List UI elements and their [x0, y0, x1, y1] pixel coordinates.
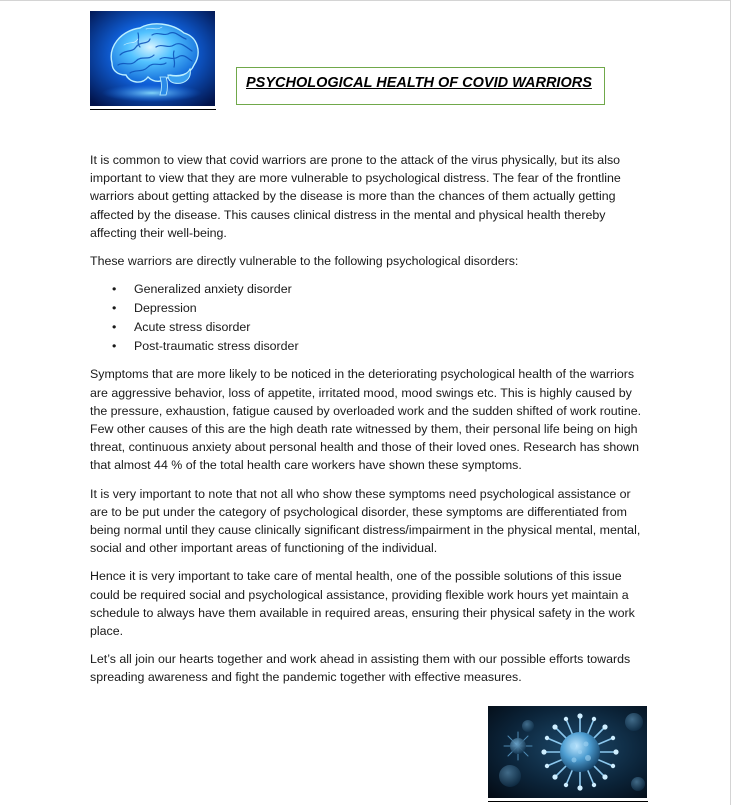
paragraph-closing: Let’s all join our hearts together and work ahead in assisting them with our possible efforts towards spreading awareness and fight the pandemic together with effective measures. [90, 652, 631, 685]
list-item [90, 318, 650, 337]
list-item [90, 299, 650, 318]
paragraph-note: It is very important to note that not all who show these symptoms need psychological assistance or are to be put under the category of psychological disorder, these symptoms are differentiated from being normal until they cause clinically significant distress/impairment in the physical mental, mental, social and other important areas of functioning of the individual. [90, 486, 641, 556]
paragraph-intro: It is common to view that covid warriors are prone to the attack of the virus physically, but its also important to view that they are more vulnerable to psychological distress. The fear of the frontline warriors about getting attacked by the disease is more than the chances of them actually getting affected by the disease. This causes clinical distress in the mental and physical health thereby affecting their well-being. [90, 153, 621, 240]
brain-image [90, 11, 215, 106]
bullet-icon: • [112, 282, 117, 297]
paragraph-solutions: Hence it is very important to take care of mental health, one of the possible solutions of this issue could be required social and psychological assistance, providing flexible work hours yet maintain a schedule to always have them available in required areas, ensuring their physical safety in the work place. [90, 569, 635, 639]
bullet-icon: • [112, 301, 117, 316]
list-item-label: Generalized anxiety disorder [134, 282, 292, 297]
virus-image [488, 706, 647, 798]
list-item [90, 337, 650, 356]
title-box [236, 67, 605, 105]
list-item [90, 280, 650, 299]
brain-image-underline [90, 109, 216, 110]
bullet-icon: • [112, 338, 117, 353]
disorder-list [90, 280, 650, 355]
document-title: PSYCHOLOGICAL HEALTH OF COVID WARRIORS [246, 75, 592, 91]
list-item-label: Post-traumatic stress disorder [134, 338, 299, 353]
paragraph-symptoms: Symptoms that are more likely to be noticed in the deteriorating psychological health of the warriors are aggressive behavior, loss of appetite, irritated mood, mood swings etc. This is highly caused by the pressure, exhaustion, fatigue caused by overloaded work and the sudden shifted of work routine. Few other causes of this are the high death rate witnessed by them, their personal life being on high threat, continuous anxiety about personal health and those of their loved ones. Research has shown that almost 44 % of the total health care workers have shown these symptoms. [90, 367, 642, 473]
paragraph-list-lead: These warriors are directly vulnerable to the following psychological disorders: [90, 254, 519, 269]
list-item-label: Depression [134, 301, 197, 316]
list-item-label: Acute stress disorder [134, 319, 251, 334]
coronavirus-illustration [488, 706, 647, 798]
brain-illustration [90, 11, 215, 106]
document-body [90, 151, 650, 697]
virus-image-underline [488, 801, 648, 802]
bullet-icon: • [112, 319, 117, 334]
